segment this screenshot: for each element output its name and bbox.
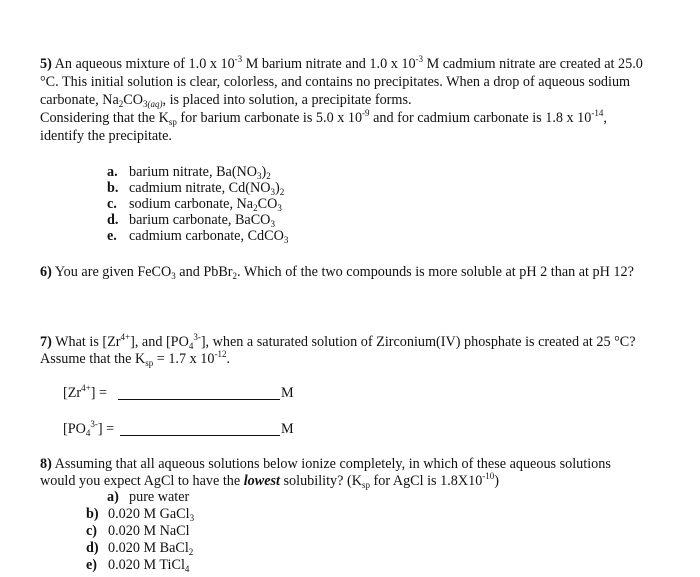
q7-superscript: 3- <box>193 332 201 342</box>
zr-label: [Zr <box>63 385 82 401</box>
q5-choice-a[interactable] <box>107 164 271 181</box>
q5-text: M cadmium nitrate are created at 25.0 <box>423 56 643 72</box>
q5-choice-e[interactable] <box>107 228 288 245</box>
choice-letter: d) <box>86 540 99 556</box>
q8-choice-d[interactable] <box>86 540 193 557</box>
choice-letter: e) <box>86 557 98 573</box>
q5-line5: identify the precipitate. <box>40 128 172 144</box>
choice-text: barium carbonate, BaCO <box>129 212 271 228</box>
po4-label: [PO <box>63 421 86 437</box>
choice-letter: a) <box>107 489 119 505</box>
choice-text: pure water <box>129 489 190 505</box>
q7-text: What is [Zr <box>55 334 121 350</box>
zr-answer-row <box>63 385 107 402</box>
q6-text: You are given FeCO <box>54 264 172 280</box>
choice-subscript: 3 <box>270 219 275 229</box>
choice-letter: c) <box>86 523 98 539</box>
q7-superscript: -12 <box>214 349 227 359</box>
po4-label-subscript: 4 <box>85 428 91 438</box>
po4-answer-row <box>63 421 114 438</box>
q5-choice-d[interactable] <box>107 212 275 229</box>
choice-text: sodium carbonate, Na <box>129 196 254 212</box>
q6-subscript: 3 <box>171 271 176 281</box>
q7-subscript: sp <box>145 358 154 368</box>
q5-line1 <box>40 56 643 73</box>
q8-text: ) <box>494 473 500 489</box>
q8-superscript: -10 <box>482 471 495 481</box>
q8-choice-c[interactable] <box>86 523 190 540</box>
q5-text: Considering that the K <box>40 110 169 126</box>
q7-line2 <box>40 351 230 368</box>
choice-text: barium nitrate, Ba(NO <box>129 164 258 180</box>
choice-subscript: 3 <box>257 171 262 181</box>
choice-subscript: 3 <box>189 513 195 523</box>
choice-text: 0.020 M NaCl <box>108 523 190 539</box>
choice-letter: b) <box>86 506 99 522</box>
po4-answer-blank[interactable] <box>120 423 280 436</box>
po4-label-superscript: 3- <box>90 419 98 429</box>
q7-text: ], when a saturated solution of Zirconium(IV) phosphate is created at 25 °C? <box>200 334 636 350</box>
q6-line <box>40 264 634 281</box>
q7-superscript: 4+ <box>120 332 131 342</box>
choice-text: cadmium nitrate, Cd(NO <box>129 180 271 196</box>
q8-line2 <box>40 473 499 490</box>
q5-line2: °C. This initial solution is clear, colorless, and contains no precipitates. When a drop of aqueous sodium <box>40 74 631 90</box>
choice-subscript: 3 <box>277 203 282 213</box>
q5-text: An aqueous mixture of 1.0 x 10 <box>54 56 235 72</box>
zr-label: ] = <box>90 385 107 401</box>
q6-text: . Which of the two compounds is more soluble at pH 2 than at pH 12? <box>237 264 634 280</box>
q8-choice-e[interactable] <box>86 557 189 574</box>
choice-subscript: 2 <box>188 547 194 557</box>
q7-text: = 1.7 x 10 <box>153 351 215 367</box>
choice-text: 0.020 M GaCl <box>108 506 190 522</box>
choice-subscript: 2 <box>253 203 258 213</box>
po4-unit: M <box>281 421 294 437</box>
choice-subscript: 2 <box>266 171 271 181</box>
choice-subscript: 3 <box>283 235 289 245</box>
choice-letter: d. <box>107 212 119 228</box>
q5-number: 5) <box>40 56 52 72</box>
q8-subscript: sp <box>361 480 370 490</box>
q6-text: and PbBr <box>175 264 233 280</box>
q7-text: Assume that the K <box>40 351 146 367</box>
q5-text: CO <box>123 92 143 108</box>
q8-choice-a[interactable] <box>107 489 189 506</box>
q5-exponent: -9 <box>362 108 370 118</box>
q5-text: , <box>603 110 607 126</box>
q5-choice-c[interactable] <box>107 196 282 213</box>
q8-number: 8) <box>40 456 52 472</box>
q5-text: , is placed into solution, a precipitate forms. <box>162 92 412 108</box>
q8-line1 <box>40 456 611 473</box>
q5-line4 <box>40 110 607 127</box>
q5-text: and for cadmium carbonate is 1.8 x 10 <box>369 110 592 126</box>
q5-exponent: -3 <box>415 54 424 64</box>
q7-line1 <box>40 334 636 351</box>
q5-subscript: 2 <box>118 99 124 109</box>
choice-letter: e. <box>107 228 117 244</box>
q7-text: ], and [PO <box>130 334 189 350</box>
q6-subscript: 2 <box>232 271 237 281</box>
q5-subscript: (aq) <box>147 99 163 109</box>
zr-label-superscript: 4+ <box>81 383 91 393</box>
q5-subscript: 3 <box>143 99 148 109</box>
q5-exponent: -3 <box>234 54 243 64</box>
q8-text: solubility? (K <box>279 473 362 489</box>
q8-text: would you expect AgCl to have the <box>40 473 244 489</box>
q8-text: for AgCl is 1.8X10 <box>369 473 483 489</box>
choice-text: CO <box>257 196 278 212</box>
choice-subscript: 3 <box>270 187 275 197</box>
choice-subscript: 2 <box>279 187 285 197</box>
choice-subscript: 4 <box>184 564 190 574</box>
choice-text: ) <box>261 164 267 180</box>
q5-text: for barium carbonate is 5.0 x 10 <box>176 110 363 126</box>
q5-exponent: -14 <box>591 108 604 118</box>
choice-text: cadmium carbonate, CdCO <box>129 228 284 244</box>
q7-text: . <box>226 351 230 367</box>
choice-text: 0.020 M TiCl <box>108 557 185 573</box>
choice-text: ) <box>274 180 280 196</box>
q5-text: carbonate, Na <box>40 92 119 108</box>
zr-answer-blank[interactable] <box>118 387 280 400</box>
q8-choice-b[interactable] <box>86 506 194 523</box>
choice-letter: b. <box>107 180 119 196</box>
q7-number: 7) <box>40 334 52 350</box>
q5-subscript: sp <box>168 117 177 127</box>
zr-unit: M <box>281 385 294 401</box>
choice-letter: c. <box>107 196 117 212</box>
q6-number: 6) <box>40 264 52 280</box>
po4-label: ] = <box>97 421 115 437</box>
q5-text: M barium nitrate and 1.0 x 10 <box>242 56 416 72</box>
q5-choice-b[interactable] <box>107 180 284 197</box>
choice-letter: a. <box>107 164 118 180</box>
choice-text: 0.020 M BaCl <box>108 540 189 556</box>
q8-text: Assuming that all aqueous solutions below ionize completely, in which of these aqueous solutions <box>54 456 611 472</box>
q8-emphasis: lowest <box>243 473 280 489</box>
q5-line3 <box>40 92 412 109</box>
q7-subscript: 4 <box>188 341 194 351</box>
